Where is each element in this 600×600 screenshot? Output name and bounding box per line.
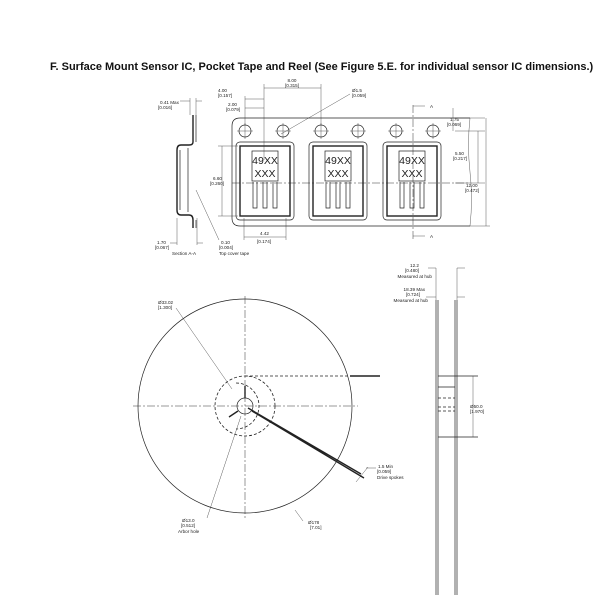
svg-text:0.41 Max: 0.41 Max — [160, 100, 179, 105]
chip-marking: 49XX — [252, 155, 278, 167]
svg-text:Arbor hole: Arbor hole — [178, 529, 200, 534]
pocket-tape — [210, 78, 490, 244]
svg-text:18.39 Max: 18.39 Max — [403, 287, 425, 292]
svg-text:[0.067]: [0.067] — [155, 245, 170, 250]
dim-pocket-width — [244, 218, 286, 240]
svg-text:Ø178: Ø178 — [308, 520, 320, 525]
svg-text:Top cover tape: Top cover tape — [219, 251, 250, 256]
sprocket-hole — [275, 123, 291, 139]
svg-text:[7.01]: [7.01] — [310, 525, 322, 530]
svg-text:[0.724]: [0.724] — [405, 292, 420, 297]
sprocket-hole — [313, 123, 329, 139]
svg-text:Measured at hub: Measured at hub — [393, 298, 428, 303]
svg-text:[0.157]: [0.157] — [218, 93, 233, 98]
svg-text:12.00: 12.00 — [466, 183, 478, 188]
svg-text:[0.472]: [0.472] — [465, 188, 480, 193]
svg-text:1.75: 1.75 — [450, 117, 459, 122]
svg-text:[0.079]: [0.079] — [226, 107, 241, 112]
leader-hub-dia — [176, 308, 232, 389]
leader-arbor — [207, 416, 241, 518]
flanges — [436, 300, 457, 595]
svg-text:Drive spokes: Drive spokes — [377, 475, 404, 480]
svg-text:2.00: 2.00 — [228, 102, 237, 107]
svg-text:0.10: 0.10 — [221, 240, 230, 245]
svg-text:[0.069]: [0.069] — [447, 122, 462, 127]
svg-text:1.5 Min: 1.5 Min — [378, 464, 394, 469]
svg-text:[0.260]: [0.260] — [210, 181, 225, 186]
reel-side-view — [394, 263, 485, 595]
chip-marking: XXX — [401, 168, 423, 180]
svg-text:6.60: 6.60 — [213, 176, 222, 181]
svg-text:4.00: 4.00 — [218, 88, 227, 93]
section-marker-bottom: A — [430, 234, 434, 239]
sprocket-hole — [237, 123, 253, 139]
svg-text:[0.059]: [0.059] — [352, 93, 367, 98]
svg-text:[1.300]: [1.300] — [158, 305, 173, 310]
pocket — [383, 142, 441, 220]
svg-text:[0.512]: [0.512] — [181, 523, 196, 528]
sprocket-hole — [425, 123, 441, 139]
svg-text:8.00: 8.00 — [287, 78, 297, 83]
section-profile — [177, 115, 193, 228]
svg-text:Ø33.02: Ø33.02 — [158, 300, 174, 305]
leader-reel-dia — [295, 510, 303, 521]
section-label: Section A-A — [172, 251, 197, 256]
section-marker-top: A — [430, 104, 434, 109]
sprocket-hole — [350, 123, 366, 139]
svg-text:[0.217]: [0.217] — [453, 156, 468, 161]
svg-text:Ø13.0: Ø13.0 — [182, 518, 195, 523]
svg-text:[0.174]: [0.174] — [257, 239, 272, 244]
chip-marking: 49XX — [399, 155, 425, 167]
svg-text:12.2: 12.2 — [410, 263, 419, 268]
pocket — [236, 142, 294, 220]
chip-marking: 49XX — [325, 155, 351, 167]
svg-text:5.50: 5.50 — [455, 151, 464, 156]
svg-text:[0.016]: [0.016] — [158, 105, 173, 110]
svg-text:[0.004]: [0.004] — [219, 245, 234, 250]
sprocket-hole — [388, 123, 404, 139]
tape-break — [469, 118, 472, 226]
chip-marking: XXX — [327, 168, 349, 180]
reel-centerlines — [133, 296, 358, 518]
reel-front-view — [133, 296, 404, 534]
svg-text:1.70: 1.70 — [157, 240, 166, 245]
drive-spokes — [229, 386, 364, 478]
chip-marking: XXX — [254, 168, 276, 180]
pocket — [309, 142, 367, 220]
svg-text:Ø50.0: Ø50.0 — [470, 404, 483, 409]
figure-title: F. Surface Mount Sensor IC, Pocket Tape and Reel (See Figure 5.E. for individual sensor IC dimensions.) — [50, 61, 594, 73]
svg-text:Measured at hub: Measured at hub — [397, 274, 432, 279]
svg-text:[0.059]: [0.059] — [377, 469, 392, 474]
svg-text:[1.970]: [1.970] — [470, 409, 485, 414]
svg-text:[0.315]: [0.315] — [284, 83, 300, 88]
sprocket-holes — [237, 123, 441, 139]
dim-hole-pitch — [245, 96, 264, 125]
svg-text:4.42: 4.42 — [260, 231, 269, 236]
svg-text:[0.480]: [0.480] — [404, 268, 419, 273]
svg-text:Ø1.5: Ø1.5 — [352, 88, 362, 93]
section-a-a — [155, 98, 250, 256]
